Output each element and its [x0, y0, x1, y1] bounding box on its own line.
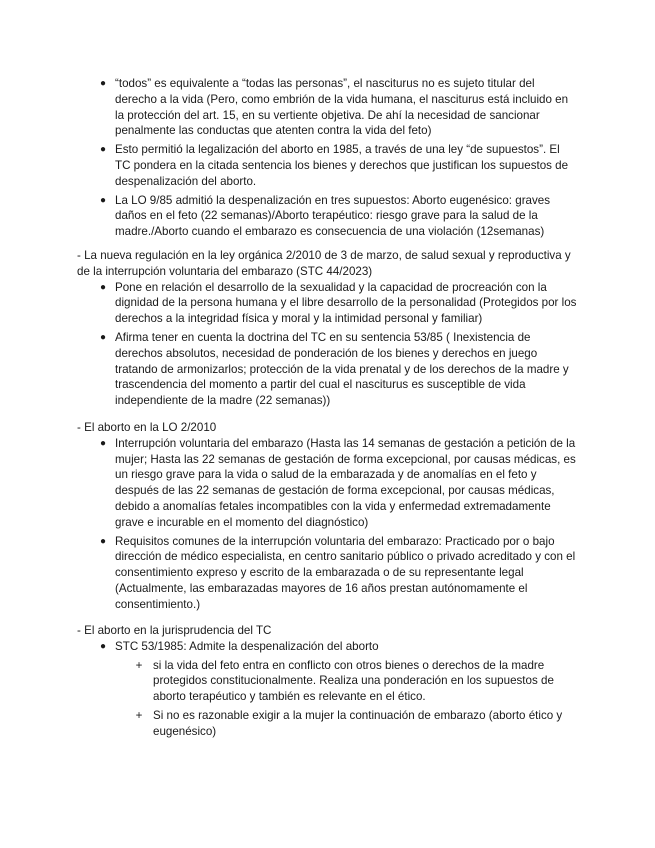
- section-heading: - La nueva regulación en la ley orgánica 2/2010 de 3 de marzo, de salud sexual y reproductiva y de la interrupción voluntaria del embarazo (STC 44/2023): [77, 249, 571, 278]
- sub-list-item: [77, 708, 577, 740]
- list-item-text: Pone en relación el desarrollo de la sexualidad y la capacidad de procreación con la dignidad de la persona humana y el libre desarrollo de la personalidad (Protegidos por los derechos a la integridad física y moral y la intimidad personal y familiar): [115, 280, 577, 326]
- section-tc-jurisprudence: [77, 623, 577, 740]
- list-item-text: Afirma tener en cuenta la doctrina del TC en su sentencia 53/85 ( Inexistencia de derechos absolutos, necesidad de ponderación de los bienes y derechos en juego tratando de armonizarlos; protección de la vida prenatal y de los derechos de la madre y trascendencia del momento a partir del cual el nasciturus es susceptible de vida independiente de la madre (22 semanas)): [115, 330, 569, 408]
- bullet-glyph: ●: [99, 331, 107, 343]
- bullet-glyph: ●: [99, 640, 107, 652]
- sub-list: [77, 658, 577, 740]
- list-item: [77, 330, 577, 409]
- sub-list-item-text: si la vida del feto entra en conflicto con otros bienes o derechos de la madre protegidos constitucionalmente. Realiza una ponderación en los supuestos de aborto terapéutico y también es relevante en el ético.: [153, 658, 554, 704]
- list-item: [77, 639, 577, 655]
- plus-glyph: +: [135, 658, 143, 672]
- bullet-list: [77, 436, 577, 613]
- list-item: [77, 142, 577, 189]
- bullet-glyph: ●: [99, 437, 107, 449]
- list-item-text: STC 53/1985: Admite la despenalización del aborto: [115, 639, 379, 653]
- list-item-text: La LO 9/85 admitió la despenalización en tres supuestos: Aborto eugenésico: graves daños en el feto (22 semanas)/Aborto terapéutico: riesgo grave para la salud de la madre./Aborto cuando el embarazo es consecuencia de una violación (12semanas): [115, 193, 551, 239]
- bullet-glyph: ●: [99, 78, 107, 89]
- bullet-list: [77, 639, 577, 655]
- list-item-text: Requisitos comunes de la interrupción voluntaria del embarazo: Practicado por o bajo dirección de médico especialista, en centro sanitario público o privado acreditado y con el consentimiento expreso y escrito de la embarazada o de su representante legal (Actualmente, las embarazadas mayores de 16 años prestan autónomamente el consentimiento.): [115, 534, 576, 611]
- list-item: [77, 76, 577, 139]
- bullet-list: [77, 280, 577, 409]
- bullet-glyph: ●: [99, 281, 107, 293]
- list-item-text: “todos” es equivalente a “todas las personas”, el nasciturus no es sujeto titular del derecho a la vida (Pero, como embrión de la vida humana, el nasciturus está incluido en la protección del art. 15, en su vertiente objetiva. De ahí la necesidad de sancionar penalmente las conductas que atenten contra la vida del feto): [115, 77, 569, 138]
- section-constitutional-bullets: [77, 76, 577, 243]
- bullet-glyph: ●: [99, 194, 107, 206]
- sub-list-item-text: Si no es razonable exigir a la mujer la continuación de embarazo (aborto ético y eugenésico): [153, 708, 563, 738]
- bullet-list: [77, 76, 577, 240]
- bullet-glyph: ●: [99, 535, 107, 547]
- list-item: [77, 193, 577, 240]
- list-item: [77, 280, 577, 327]
- list-item-text: Interrupción voluntaria del embarazo (Hasta las 14 semanas de gestación a petición de la mujer; Hasta las 22 semanas de gestación de forma excepcional, por causas médicas, es un riesgo grave para la vida o salud de la embarazada y de anomalías en el feto y después de las 22 semanas de gestación de forma excepcional, por causas médicas, debido a anomalías fetales incompatibles con la vida y enfermedad extremadamente grave e incurable en el momento del diagnóstico): [115, 436, 576, 529]
- section-heading: - El aborto en la LO 2/2010: [77, 421, 217, 434]
- bullet-glyph: ●: [99, 144, 107, 156]
- plus-glyph: +: [135, 708, 143, 722]
- section-lo-2010-regulation: [77, 248, 577, 412]
- section-abortion-lo-2010: [77, 420, 577, 616]
- sub-list-item: [77, 658, 577, 705]
- list-item-text: Esto permitió la legalización del aborto en 1985, a través de una ley “de supuestos”. El TC pondera en la citada sentencia los bienes y derechos que justifican los supuestos de despenalización del aborto.: [115, 143, 569, 188]
- list-item: [77, 436, 577, 531]
- section-heading: - El aborto en la jurisprudencia del TC: [77, 624, 272, 637]
- list-item: [77, 534, 577, 613]
